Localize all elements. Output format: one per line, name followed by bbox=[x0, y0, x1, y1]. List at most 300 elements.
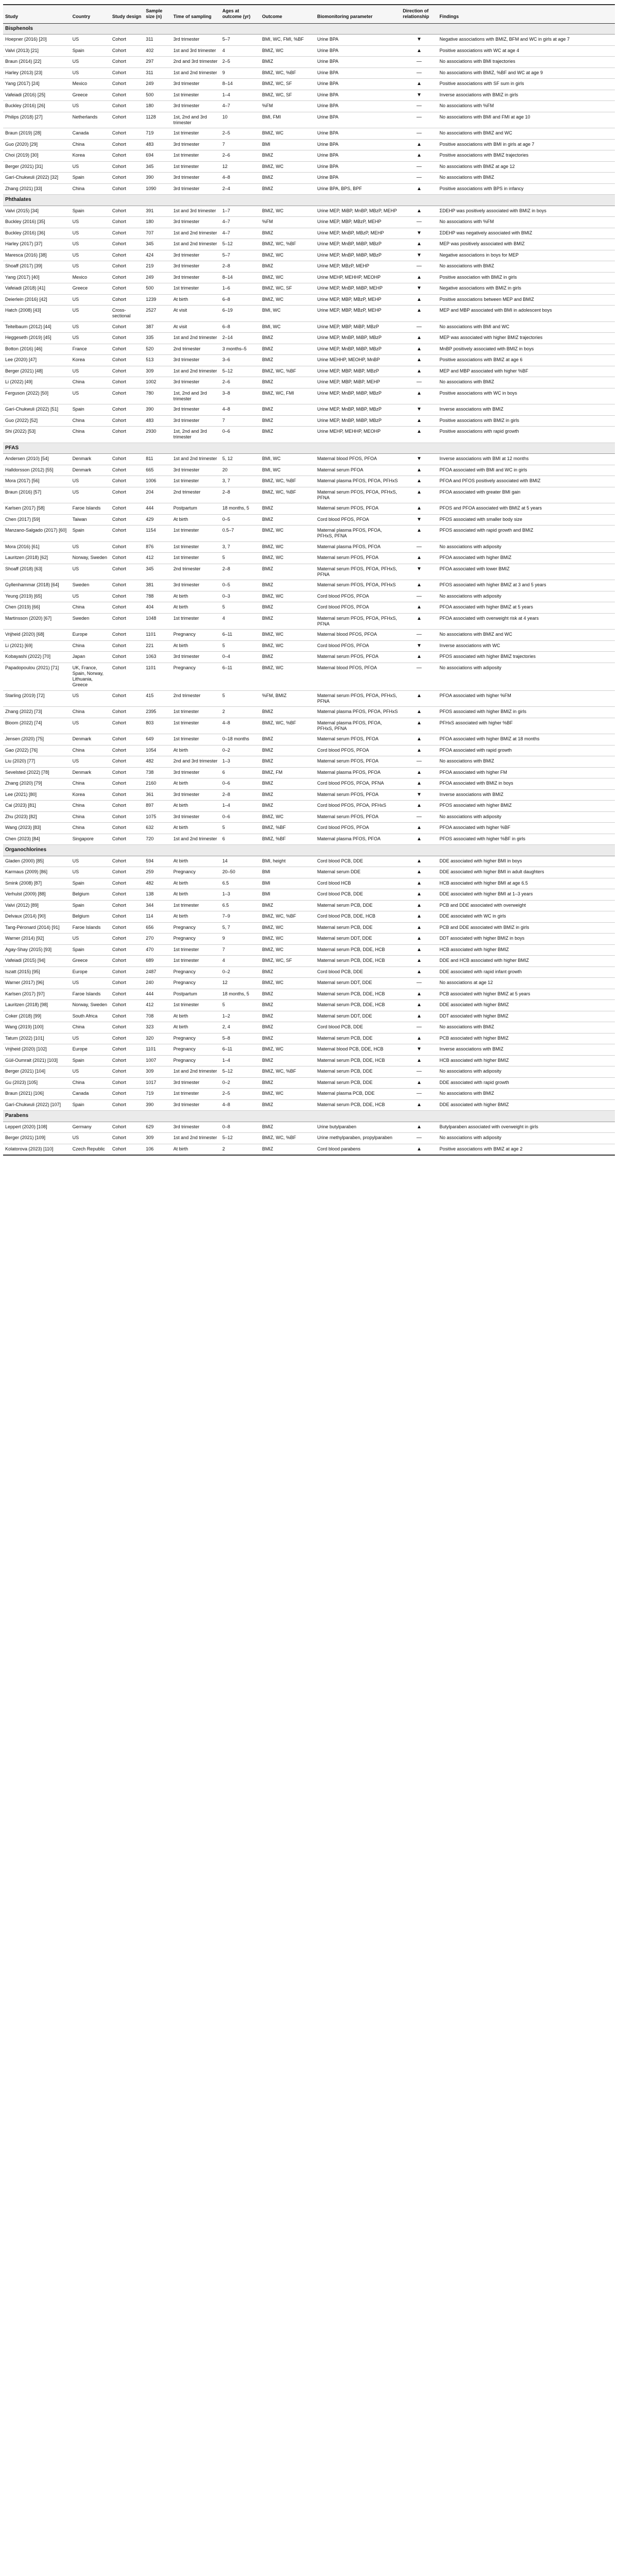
table-header bbox=[3, 5, 615, 23]
section-title: Phthalates bbox=[3, 195, 615, 206]
cell-direction: ▲ bbox=[401, 801, 437, 812]
cell-design: Cohort bbox=[110, 900, 144, 911]
cell-study: Hatch (2008) [43] bbox=[3, 306, 71, 322]
cell-country: China bbox=[71, 1022, 110, 1033]
cell-outcome: BMIZ, WC, SF bbox=[260, 956, 315, 967]
cell-design: Cohort bbox=[110, 967, 144, 978]
cell-design: Cohort bbox=[110, 1122, 144, 1133]
cell-biomarker: Maternal serum PFOS, PFOA bbox=[315, 553, 401, 564]
cell-study: Warner (2017) [96] bbox=[3, 978, 71, 989]
cell-biomarker: Cord blood PCB, DDE bbox=[315, 889, 401, 901]
cell-sampling: At birth bbox=[171, 294, 220, 306]
cell-findings: Positive associations with BMIZ at age 2 bbox=[437, 1144, 615, 1155]
cell-direction: ▲ bbox=[401, 553, 437, 564]
cell-design: Cohort bbox=[110, 690, 144, 707]
cell-age: 3 months–5 bbox=[220, 344, 260, 355]
cell-design: Cohort bbox=[110, 173, 144, 184]
cell-study: Valvi (2015) [34] bbox=[3, 206, 71, 217]
cell-outcome: BMIZ, WC bbox=[260, 1044, 315, 1056]
cell-sample-size: 204 bbox=[144, 487, 171, 503]
cell-findings: DDE associated with rapid infant growth bbox=[437, 967, 615, 978]
table-row bbox=[3, 487, 615, 503]
cell-age: 5 bbox=[220, 640, 260, 652]
cell-direction: — bbox=[401, 128, 437, 140]
cell-sampling: 3rd trimester bbox=[171, 261, 220, 273]
cell-biomarker: Urine MEP, MBP, MBzP, MEHP bbox=[315, 294, 401, 306]
cell-sampling: At birth bbox=[171, 878, 220, 889]
cell-direction: ▲ bbox=[401, 45, 437, 57]
cell-findings: PFOA associated with BMIZ in boys bbox=[437, 778, 615, 790]
cell-sample-size: 249 bbox=[144, 272, 171, 283]
cell-age: 4–7 bbox=[220, 217, 260, 228]
cell-outcome: BMIZ, WC bbox=[260, 663, 315, 690]
table-row bbox=[3, 526, 615, 542]
table-row bbox=[3, 630, 615, 641]
cell-design: Cohort bbox=[110, 35, 144, 46]
cell-country: Spain bbox=[71, 526, 110, 542]
cell-sampling: At birth bbox=[171, 911, 220, 923]
table-row bbox=[3, 663, 615, 690]
cell-direction: — bbox=[401, 1133, 437, 1144]
cell-biomarker: Urine MEP, MnBP, MBzP, MEHP bbox=[315, 228, 401, 239]
cell-age: 0–18 months bbox=[220, 734, 260, 745]
cell-outcome: BMIZ, WC bbox=[260, 206, 315, 217]
cell-sample-size: 415 bbox=[144, 690, 171, 707]
cell-design: Cohort bbox=[110, 1099, 144, 1111]
cell-study: Yang (2017) [40] bbox=[3, 272, 71, 283]
cell-biomarker: Urine MEP, MnBP, MiBP, MBzP bbox=[315, 250, 401, 261]
cell-biomarker: Maternal serum PFOS, PFOA bbox=[315, 811, 401, 823]
cell-country: US bbox=[71, 388, 110, 404]
cell-direction: ▲ bbox=[401, 1033, 437, 1044]
cell-biomarker: Urine MEP, MiBP, MnBP, MBzP, MEHP bbox=[315, 206, 401, 217]
cell-design: Cohort bbox=[110, 344, 144, 355]
cell-findings: Negative associations in boys for MEP bbox=[437, 250, 615, 261]
cell-direction: ▲ bbox=[401, 613, 437, 630]
cell-design: Cohort bbox=[110, 1089, 144, 1100]
table-row bbox=[3, 1077, 615, 1089]
cell-age: 5–12 bbox=[220, 1133, 260, 1144]
cell-age: 1–3 bbox=[220, 756, 260, 768]
cell-biomarker: Maternal plasma PFOS, PFOA bbox=[315, 767, 401, 778]
cell-study: Smink (2008) [87] bbox=[3, 878, 71, 889]
cell-age: 5, 12 bbox=[220, 454, 260, 465]
cell-study: Chen (2019) [66] bbox=[3, 602, 71, 614]
cell-country: Taiwan bbox=[71, 514, 110, 526]
cell-design: Cohort bbox=[110, 1033, 144, 1044]
cell-sample-size: 594 bbox=[144, 856, 171, 867]
cell-country: US bbox=[71, 1033, 110, 1044]
cell-age: 14 bbox=[220, 856, 260, 867]
cell-outcome: BMIZ, FM bbox=[260, 767, 315, 778]
cell-country: US bbox=[71, 366, 110, 377]
cell-age: 8–14 bbox=[220, 272, 260, 283]
cell-design: Cohort bbox=[110, 294, 144, 306]
table-row bbox=[3, 989, 615, 1000]
cell-country: China bbox=[71, 602, 110, 614]
cell-outcome: BMIZ bbox=[260, 415, 315, 427]
cell-country: South Africa bbox=[71, 1011, 110, 1022]
cell-outcome: BMIZ bbox=[260, 183, 315, 195]
cell-sample-size: 520 bbox=[144, 344, 171, 355]
cell-direction: ▲ bbox=[401, 922, 437, 934]
cell-outcome: BMIZ, %BF bbox=[260, 834, 315, 845]
cell-age: 20–50 bbox=[220, 867, 260, 878]
cell-sample-size: 1101 bbox=[144, 630, 171, 641]
cell-findings: DDE associated with higher BMI in adult daughters bbox=[437, 867, 615, 878]
cell-sample-size: 649 bbox=[144, 734, 171, 745]
cell-findings: PFOS associated with rapid growth and BMIZ bbox=[437, 526, 615, 542]
cell-design: Cohort bbox=[110, 526, 144, 542]
cell-country: Korea bbox=[71, 150, 110, 162]
cell-age: 3–6 bbox=[220, 355, 260, 366]
cell-sampling: At birth bbox=[171, 591, 220, 602]
cell-study: Valvi (2012) [89] bbox=[3, 900, 71, 911]
cell-sampling: Pregnancy bbox=[171, 1055, 220, 1066]
cell-biomarker: Maternal serum PFOS, PFOA, PFHxS bbox=[315, 580, 401, 591]
section-title: Bisphenols bbox=[3, 23, 615, 35]
cell-direction: ▼ bbox=[401, 283, 437, 295]
cell-sampling: At birth bbox=[171, 856, 220, 867]
cell-outcome: BMIZ, WC, %BF bbox=[260, 911, 315, 923]
table-row bbox=[3, 1122, 615, 1133]
cell-design: Cohort bbox=[110, 878, 144, 889]
cell-country: China bbox=[71, 183, 110, 195]
cell-biomarker: Cord blood PFOS, PFOA bbox=[315, 591, 401, 602]
cell-findings: PFOA associated with higher BMIZ at 5 years bbox=[437, 602, 615, 614]
cell-country: Denmark bbox=[71, 465, 110, 476]
cell-study: Botton (2016) [46] bbox=[3, 344, 71, 355]
table-row bbox=[3, 415, 615, 427]
cell-age: 2–8 bbox=[220, 487, 260, 503]
cell-direction: ▲ bbox=[401, 778, 437, 790]
cell-sample-size: 632 bbox=[144, 823, 171, 834]
cell-findings: DDT associated with higher BMIZ in boys bbox=[437, 934, 615, 945]
cell-study: Gyllenhammar (2018) [64] bbox=[3, 580, 71, 591]
cell-study: Zhang (2022) [73] bbox=[3, 707, 71, 718]
cell-design: Cohort bbox=[110, 1022, 144, 1033]
cell-age: 4–8 bbox=[220, 404, 260, 416]
cell-age: 2–5 bbox=[220, 128, 260, 140]
cell-age: 6.5 bbox=[220, 878, 260, 889]
cell-design: Cohort bbox=[110, 1133, 144, 1144]
cell-study: Guo (2022) [52] bbox=[3, 415, 71, 427]
cell-sampling: 1st and 2nd trimester bbox=[171, 1133, 220, 1144]
cell-country: Spain bbox=[71, 1055, 110, 1066]
cell-sampling: 3rd trimester bbox=[171, 173, 220, 184]
cell-findings: No associations with adiposity bbox=[437, 541, 615, 553]
cell-study: Vafeiadi (2016) [25] bbox=[3, 90, 71, 101]
cell-sample-size: 381 bbox=[144, 580, 171, 591]
cell-biomarker: Urine BPA bbox=[315, 90, 401, 101]
cell-sampling: 3rd trimester bbox=[171, 811, 220, 823]
cell-sample-size: 876 bbox=[144, 541, 171, 553]
cell-outcome: BMIZ bbox=[260, 228, 315, 239]
cell-outcome: BMIZ, WC, %BF bbox=[260, 1133, 315, 1144]
table-row bbox=[3, 239, 615, 250]
cell-biomarker: Urine BPA bbox=[315, 173, 401, 184]
cell-direction: ▼ bbox=[401, 789, 437, 801]
cell-biomarker: Cord blood PFOS, PFOA bbox=[315, 514, 401, 526]
cell-study: Zhu (2023) [82] bbox=[3, 811, 71, 823]
cell-sampling: Pregnancy bbox=[171, 867, 220, 878]
cell-design: Cohort bbox=[110, 944, 144, 956]
cell-study: Mora (2016) [61] bbox=[3, 541, 71, 553]
cell-study: Braun (2021) [106] bbox=[3, 1089, 71, 1100]
cell-study: Mora (2017) [56] bbox=[3, 476, 71, 487]
table-row bbox=[3, 1044, 615, 1056]
table-row bbox=[3, 112, 615, 128]
cell-design: Cohort bbox=[110, 503, 144, 515]
cell-design: Cohort bbox=[110, 663, 144, 690]
cell-outcome: BMI, WC, FMI, %BF bbox=[260, 35, 315, 46]
cell-findings: No associations with BMIZ bbox=[437, 261, 615, 273]
cell-study: Karlsen (2017) [97] bbox=[3, 989, 71, 1000]
table-row bbox=[3, 355, 615, 366]
cell-outcome: BMIZ, WC bbox=[260, 1089, 315, 1100]
cell-sample-size: 1128 bbox=[144, 112, 171, 128]
cell-direction: ▲ bbox=[401, 856, 437, 867]
section-title: Parabens bbox=[3, 1111, 615, 1122]
cell-country: China bbox=[71, 801, 110, 812]
cell-direction: ▲ bbox=[401, 878, 437, 889]
cell-country: China bbox=[71, 707, 110, 718]
cell-sample-size: 811 bbox=[144, 454, 171, 465]
cell-study: Yang (2017) [24] bbox=[3, 79, 71, 90]
cell-sample-size: 656 bbox=[144, 922, 171, 934]
cell-age: 5 bbox=[220, 690, 260, 707]
cell-sampling: 1st trimester bbox=[171, 150, 220, 162]
cell-findings: No associations with %FM bbox=[437, 217, 615, 228]
cell-age: 2–5 bbox=[220, 57, 260, 68]
cell-age: 5–7 bbox=[220, 250, 260, 261]
cell-design: Cohort bbox=[110, 476, 144, 487]
cell-sampling: 1st trimester bbox=[171, 553, 220, 564]
cell-country: US bbox=[71, 228, 110, 239]
cell-country: US bbox=[71, 934, 110, 945]
cell-biomarker: Cord blood PCB, DDE, HCB bbox=[315, 911, 401, 923]
cell-findings: Positive associations with BMI in girls at age 7 bbox=[437, 139, 615, 150]
cell-findings: Negative associations with BMIZ in girls bbox=[437, 283, 615, 295]
cell-sample-size: 320 bbox=[144, 1033, 171, 1044]
cell-design: Cohort bbox=[110, 45, 144, 57]
cell-age: 5–12 bbox=[220, 366, 260, 377]
cell-sampling: 1st trimester bbox=[171, 944, 220, 956]
section-header bbox=[3, 1111, 615, 1122]
cell-findings: No associations with %FM bbox=[437, 101, 615, 112]
table-row bbox=[3, 228, 615, 239]
cell-age: 0.5–7 bbox=[220, 526, 260, 542]
cell-sampling: 3rd trimester bbox=[171, 767, 220, 778]
cell-study: Zhang (2020) [79] bbox=[3, 778, 71, 790]
cell-outcome: BMIZ, WC bbox=[260, 934, 315, 945]
cell-design: Cohort bbox=[110, 487, 144, 503]
cell-design: Cross-sectional bbox=[110, 306, 144, 322]
cell-country: France bbox=[71, 344, 110, 355]
cell-country: US bbox=[71, 306, 110, 322]
cell-outcome: BMI, WC bbox=[260, 465, 315, 476]
cell-sampling: At birth bbox=[171, 801, 220, 812]
cell-age: 2–6 bbox=[220, 150, 260, 162]
table-row bbox=[3, 823, 615, 834]
cell-country: US bbox=[71, 67, 110, 79]
cell-age: 18 months, 5 bbox=[220, 989, 260, 1000]
cell-study: Lee (2021) [80] bbox=[3, 789, 71, 801]
cell-direction: ▼ bbox=[401, 404, 437, 416]
cell-design: Cohort bbox=[110, 377, 144, 388]
cell-sample-size: 1054 bbox=[144, 745, 171, 756]
table-row bbox=[3, 1099, 615, 1111]
cell-country: Spain bbox=[71, 173, 110, 184]
cell-direction: ▼ bbox=[401, 228, 437, 239]
cell-age: 3, 7 bbox=[220, 541, 260, 553]
cell-sample-size: 1017 bbox=[144, 1077, 171, 1089]
cell-sampling: 3rd trimester bbox=[171, 217, 220, 228]
cell-age: 1–2 bbox=[220, 1011, 260, 1022]
table-row bbox=[3, 564, 615, 580]
cell-outcome: %FM bbox=[260, 217, 315, 228]
cell-sampling: 3rd trimester bbox=[171, 1077, 220, 1089]
cell-outcome: BMIZ bbox=[260, 1144, 315, 1155]
cell-direction: ▲ bbox=[401, 427, 437, 443]
cell-country: US bbox=[71, 101, 110, 112]
cell-findings: PFOS associated with higher %BF in girls bbox=[437, 834, 615, 845]
cell-design: Cohort bbox=[110, 811, 144, 823]
table-row bbox=[3, 139, 615, 150]
cell-study: Garí-Chukwuli (2022) [32] bbox=[3, 173, 71, 184]
cell-direction: ▼ bbox=[401, 564, 437, 580]
cell-sample-size: 689 bbox=[144, 956, 171, 967]
section-header bbox=[3, 443, 615, 454]
cell-design: Cohort bbox=[110, 718, 144, 734]
cell-biomarker: Urine MEP, MBP, MBzP, MEHP bbox=[315, 306, 401, 322]
table-row bbox=[3, 767, 615, 778]
cell-sampling: At birth bbox=[171, 602, 220, 614]
cell-direction: ▲ bbox=[401, 503, 437, 515]
cell-age: 0–2 bbox=[220, 1077, 260, 1089]
cell-sampling: At birth bbox=[171, 823, 220, 834]
cell-country: Netherlands bbox=[71, 112, 110, 128]
cell-findings: Inverse associations with BMIZ bbox=[437, 404, 615, 416]
cell-sample-size: 402 bbox=[144, 45, 171, 57]
cell-design: Cohort bbox=[110, 272, 144, 283]
cell-study: Maresca (2016) [38] bbox=[3, 250, 71, 261]
cell-country: China bbox=[71, 427, 110, 443]
cell-study: Bloom (2022) [74] bbox=[3, 718, 71, 734]
cell-sample-size: 708 bbox=[144, 1011, 171, 1022]
cell-sample-size: 897 bbox=[144, 801, 171, 812]
cell-sampling: 1st and 3rd trimester bbox=[171, 45, 220, 57]
cell-biomarker: Urine BPA bbox=[315, 79, 401, 90]
cell-outcome: BMIZ, WC bbox=[260, 541, 315, 553]
cell-biomarker: Maternal serum DDT, DDE bbox=[315, 978, 401, 989]
cell-country: US bbox=[71, 333, 110, 344]
cell-findings: MEP and MBP associated with higher %BF bbox=[437, 366, 615, 377]
cell-sample-size: 2487 bbox=[144, 967, 171, 978]
cell-design: Cohort bbox=[110, 989, 144, 1000]
table-row bbox=[3, 967, 615, 978]
cell-age: 0–5 bbox=[220, 580, 260, 591]
cell-direction: — bbox=[401, 112, 437, 128]
cell-outcome: %FM, BMIZ bbox=[260, 690, 315, 707]
section-header bbox=[3, 23, 615, 35]
cell-design: Cohort bbox=[110, 1011, 144, 1022]
table-row bbox=[3, 79, 615, 90]
cell-age: 9 bbox=[220, 67, 260, 79]
cell-age: 1–7 bbox=[220, 206, 260, 217]
cell-findings: PFOA associated with higher FM bbox=[437, 767, 615, 778]
cell-biomarker: Urine MEP, MBP, MiBP, MEHP bbox=[315, 377, 401, 388]
cell-outcome: BMIZ bbox=[260, 355, 315, 366]
cell-outcome: BMIZ, WC bbox=[260, 591, 315, 602]
cell-findings: Inverse associations with BMIZ bbox=[437, 1044, 615, 1056]
cell-study: Halldorsson (2012) [55] bbox=[3, 465, 71, 476]
cell-age: 4–7 bbox=[220, 101, 260, 112]
cell-biomarker: Urine MEHP, MEHHP, MEOHP bbox=[315, 427, 401, 443]
cell-outcome: BMIZ, WC, %BF bbox=[260, 476, 315, 487]
cell-outcome: BMI, WC bbox=[260, 454, 315, 465]
cell-biomarker: Urine BPA bbox=[315, 45, 401, 57]
cell-country: Europe bbox=[71, 630, 110, 641]
cell-age: 2–8 bbox=[220, 261, 260, 273]
cell-sample-size: 707 bbox=[144, 228, 171, 239]
cell-direction: — bbox=[401, 1066, 437, 1078]
cell-findings: No associations with adiposity bbox=[437, 663, 615, 690]
header-direction: Direction of relationship bbox=[401, 5, 437, 23]
table-row bbox=[3, 745, 615, 756]
cell-biomarker: Urine MEP, MnBP, MiBP, MBzP bbox=[315, 239, 401, 250]
cell-sample-size: 219 bbox=[144, 261, 171, 273]
cell-sampling: 1st and 2nd trimester bbox=[171, 228, 220, 239]
cell-biomarker: Maternal serum PCB, DDE, HCB bbox=[315, 956, 401, 967]
cell-design: Cohort bbox=[110, 415, 144, 427]
cell-outcome: BMIZ bbox=[260, 1000, 315, 1011]
cell-direction: — bbox=[401, 217, 437, 228]
cell-study: Vafeiadi (2018) [41] bbox=[3, 283, 71, 295]
cell-sample-size: 1101 bbox=[144, 663, 171, 690]
cell-findings: PFOS associated with higher BMIZ in girls bbox=[437, 707, 615, 718]
cell-findings: No associations with BMIZ, %BF and WC at age 9 bbox=[437, 67, 615, 79]
cell-sampling: At visit bbox=[171, 321, 220, 333]
cell-sample-size: 444 bbox=[144, 503, 171, 515]
cell-design: Cohort bbox=[110, 1066, 144, 1078]
cell-findings: No associations with adiposity bbox=[437, 1133, 615, 1144]
cell-study: Gladen (2000) [85] bbox=[3, 856, 71, 867]
cell-design: Cohort bbox=[110, 465, 144, 476]
cell-sample-size: 719 bbox=[144, 1089, 171, 1100]
cell-biomarker: Urine MEHHP, MEOHP, MnBP bbox=[315, 355, 401, 366]
cell-outcome: BMIZ, WC bbox=[260, 640, 315, 652]
cell-sample-size: 345 bbox=[144, 161, 171, 173]
cell-design: Cohort bbox=[110, 767, 144, 778]
cell-country: China bbox=[71, 1077, 110, 1089]
cell-outcome: BMIZ bbox=[260, 900, 315, 911]
cell-biomarker: Urine BPA bbox=[315, 128, 401, 140]
cell-findings: Inverse associations with BMI at 12 months bbox=[437, 454, 615, 465]
cell-sampling: 2nd trimester bbox=[171, 344, 220, 355]
table-row bbox=[3, 101, 615, 112]
cell-country: US bbox=[71, 294, 110, 306]
cell-study: Valvi (2013) [21] bbox=[3, 45, 71, 57]
cell-sample-size: 1002 bbox=[144, 377, 171, 388]
cell-outcome: BMIZ, WC bbox=[260, 630, 315, 641]
table-row bbox=[3, 404, 615, 416]
cell-country: Spain bbox=[71, 1099, 110, 1111]
cell-biomarker: Cord blood HCB bbox=[315, 878, 401, 889]
cell-direction: ▲ bbox=[401, 944, 437, 956]
table-row bbox=[3, 718, 615, 734]
cell-biomarker: Maternal serum PCB, DDE, HCB bbox=[315, 1055, 401, 1066]
